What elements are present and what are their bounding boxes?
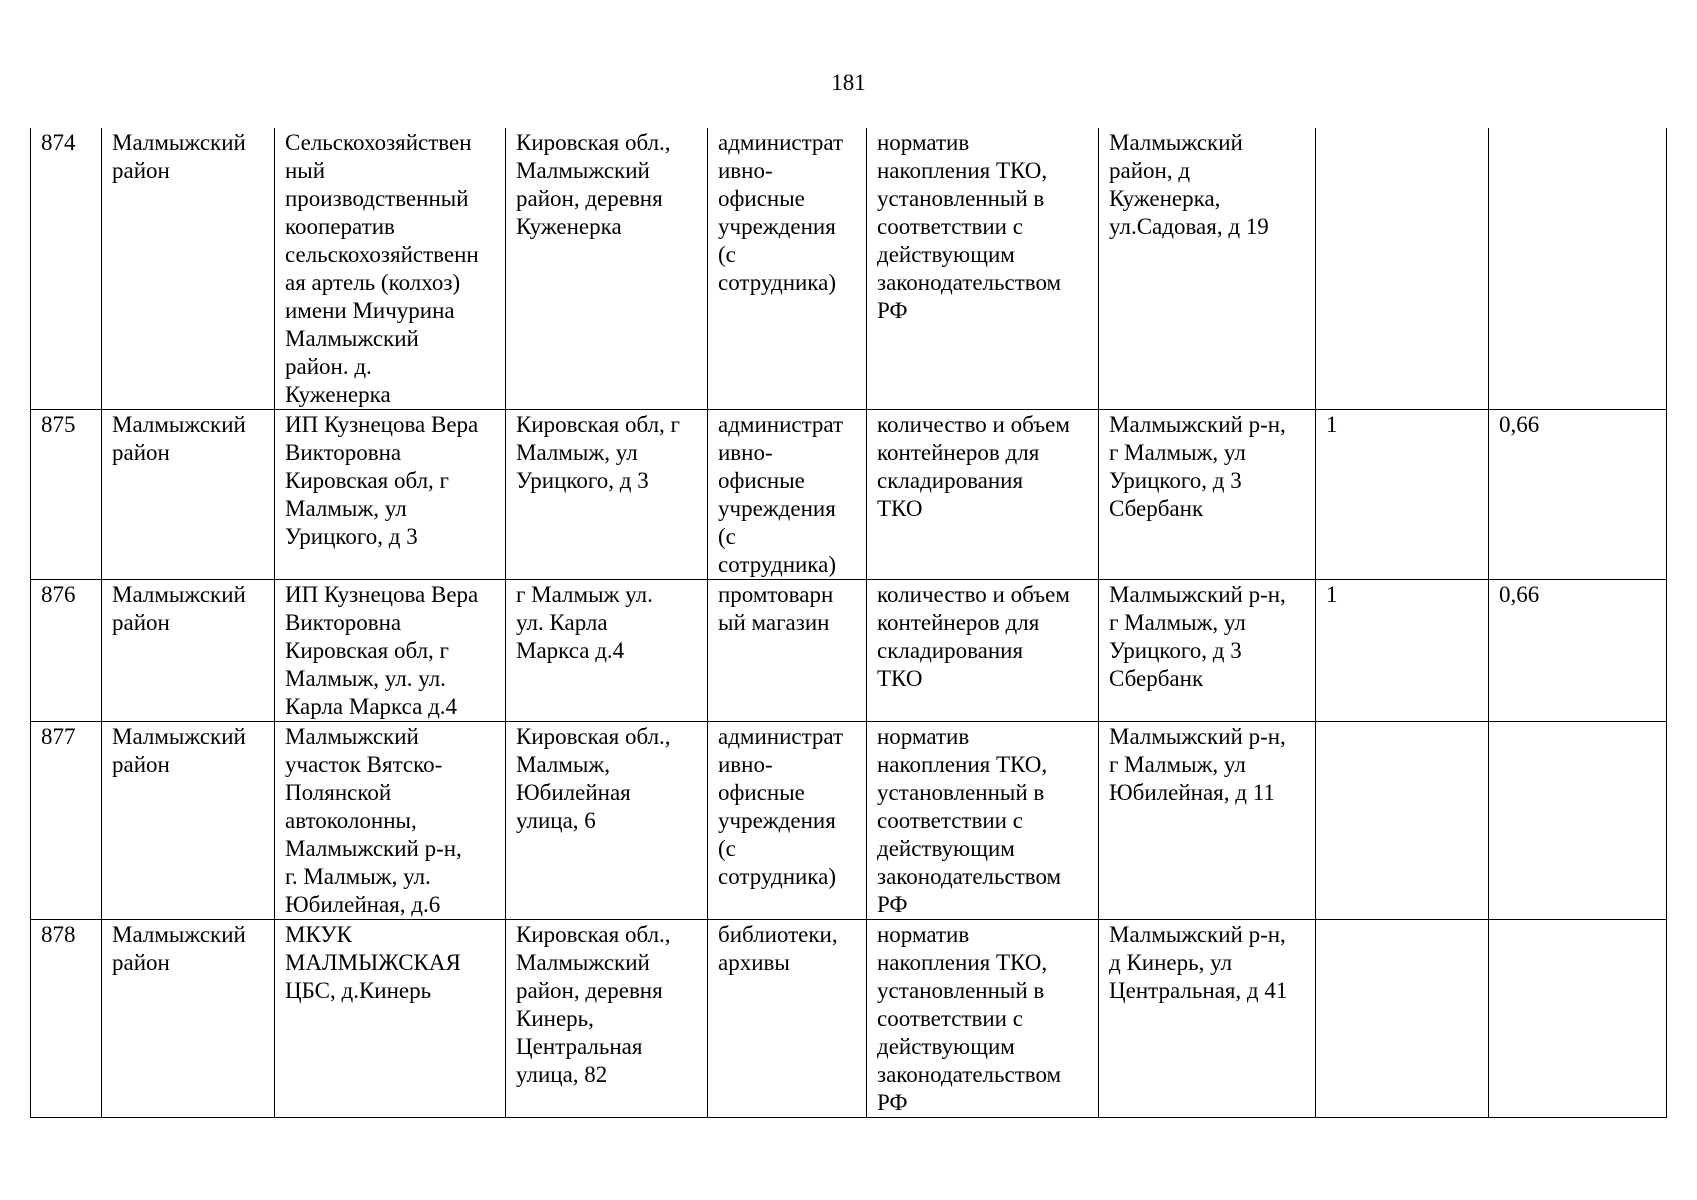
cell-text-line: Малмыжский [285,326,419,351]
cell-text-line: администрат [718,130,844,155]
cell-text-line: администрат [718,412,844,437]
cell-text-line: Урицкого, д 3 [285,524,418,549]
cell-text-line: Викторовна [285,610,402,635]
cell-text-line: Малмыжский [1109,130,1243,155]
cell-text-line: г Малмыж, ул [1109,440,1246,465]
cell-text-line: район [112,158,170,183]
accumulation-method-cell [867,580,1099,722]
cell-text-line: офисные [718,186,805,211]
district-cell [102,580,275,722]
cell-text-line: действующим [877,242,1015,267]
cell-text-line: г Малмыж, ул [1109,610,1246,635]
address-cell [506,128,708,410]
cell-text-line: Урицкого, д 3 [516,468,649,493]
cell-text-line: Кировская обл, г [285,468,449,493]
table-row [31,722,1667,920]
cell-text-line: учреждения [718,214,836,239]
cell-text-line: Малмыжский [516,950,650,975]
cell-text-line: г. Малмыж, ул. [285,864,431,889]
cell-text-line: район. д. [285,354,372,379]
cell-text-line: установленный в [877,186,1045,211]
table-row [31,128,1667,410]
address-cell [506,580,708,722]
category-cell [708,580,867,722]
cell-text-line: г Малмыж ул. [516,582,653,607]
cell-text-line: Кинерь, [516,1006,594,1031]
cell-text-line: г Малмыж, ул [1109,752,1246,777]
cell-text-line: Малмыжский р-н, [285,836,462,861]
page-number: 181 [831,70,866,95]
waste-sites-table [30,128,1667,1118]
row-number-cell: 874 [31,128,102,410]
cell-text-line: ул.Садовая, д 19 [1109,214,1269,239]
cell-text-line: Малмыжский [112,724,246,749]
cell-text-line: Малмыжский р-н, [1109,724,1286,749]
cell-text-line: ивно- [718,752,773,777]
organization-cell [275,580,506,722]
cell-text-line: законодательством [877,1062,1062,1087]
container-count-cell: 1 [1316,580,1489,722]
address-cell [506,722,708,920]
category-cell [708,410,867,580]
cell-text-line: ивно- [718,440,773,465]
row-number-cell: 878 [31,920,102,1118]
container-volume-cell: 0,66 [1489,580,1667,722]
district-cell [102,128,275,410]
cell-text-line: установленный в [877,978,1045,1003]
cell-text-line: улица, 82 [516,1062,608,1087]
cell-text-line: Карла Маркса д.4 [285,694,458,719]
cell-text-line: Центральная, д 41 [1109,978,1288,1003]
table-row [31,580,1667,722]
category-cell [708,920,867,1118]
cell-text-line: Кировская обл., [516,724,671,749]
cell-text-line: администрат [718,724,844,749]
cell-text-line: (с [718,242,736,267]
address-cell [506,410,708,580]
accumulation-method-cell [867,128,1099,410]
cell-text-line: ая артель (колхоз) [285,270,461,295]
organization-cell [275,410,506,580]
cell-text-line: автоколонны, [285,808,417,833]
cell-text-line: офисные [718,780,805,805]
cell-text-line: Малмыж, ул [285,496,407,521]
cell-text-line: контейнеров для [877,440,1040,465]
cell-text-line: норматив [877,922,970,947]
cell-text-line: сельскохозяйственн [285,242,479,267]
cell-text-line: норматив [877,724,970,749]
container-site-cell [1099,128,1316,410]
cell-text-line: (с [718,836,736,861]
cell-text-line: накопления ТКО, [877,158,1048,183]
cell-text-line: Малмыжский [112,412,246,437]
table-row [31,920,1667,1118]
cell-text-line: количество и объем [877,582,1070,607]
cell-text-line: учреждения [718,496,836,521]
cell-text-line: ТКО [877,496,923,521]
cell-text-line: офисные [718,468,805,493]
cell-text-line: Куженерка [516,214,622,239]
cell-text-line: накопления ТКО, [877,752,1048,777]
cell-text-line: район, д [1109,158,1191,183]
cell-text-line: установленный в [877,780,1045,805]
cell-text-line: Куженерка [285,382,391,407]
row-number-cell: 877 [31,722,102,920]
cell-text-line: Викторовна [285,440,402,465]
cell-text-line: Кировская обл., [516,130,671,155]
cell-text-line: количество и объем [877,412,1070,437]
cell-text-line: ный [285,158,326,183]
cell-text-line: Урицкого, д 3 [1109,468,1242,493]
container-site-cell [1099,920,1316,1118]
cell-text-line: ИП Кузнецова Вера [285,412,479,437]
category-cell [708,128,867,410]
accumulation-method-cell [867,920,1099,1118]
cell-text-line: Малмыжский р-н, [1109,412,1286,437]
organization-cell [275,722,506,920]
cell-text-line: Сбербанк [1109,496,1204,521]
cell-text-line: учреждения [718,808,836,833]
cell-text-line: д Кинерь, ул [1109,950,1233,975]
cell-text-line: Юбилейная [516,780,631,805]
cell-text-line: Малмыж, ул. ул. [285,666,446,691]
cell-text-line: Юбилейная, д.6 [285,892,441,917]
cell-text-line: ивно- [718,158,773,183]
cell-text-line: кооператив [285,214,395,239]
cell-text-line: действующим [877,836,1015,861]
cell-text-line: законодательством [877,270,1062,295]
cell-text-line: РФ [877,1090,908,1115]
container-volume-cell [1489,128,1667,410]
cell-text-line: район [112,610,170,635]
cell-text-line: Центральная [516,1034,643,1059]
table-row [31,410,1667,580]
cell-text-line: ТКО [877,666,923,691]
cell-text-line: ИП Кузнецова Вера [285,582,479,607]
cell-text-line: имени Мичурина [285,298,455,323]
container-site-cell [1099,580,1316,722]
cell-text-line: МАЛМЫЖСКАЯ [285,950,461,975]
cell-text-line: Малмыж, [516,752,610,777]
cell-text-line: Юбилейная, д 11 [1109,780,1275,805]
cell-text-line: Маркса д.4 [516,638,625,663]
organization-cell [275,128,506,410]
cell-text-line: складирования [877,638,1024,663]
container-count-cell [1316,722,1489,920]
table-body [31,128,1667,1118]
cell-text-line: Кировская обл, г [285,638,449,663]
address-cell [506,920,708,1118]
row-number-cell: 876 [31,580,102,722]
container-count-cell [1316,920,1489,1118]
cell-text-line: соответствии с [877,214,1023,239]
cell-text-line: Кировская обл., [516,922,671,947]
accumulation-method-cell [867,410,1099,580]
cell-text-line: район [112,752,170,777]
cell-text-line: ЦБС, д.Кинерь [285,978,432,1003]
container-volume-cell [1489,920,1667,1118]
cell-text-line: Малмыжский [112,130,246,155]
container-volume-cell [1489,722,1667,920]
cell-text-line: архивы [718,950,790,975]
cell-text-line: район, деревня [516,978,663,1003]
cell-text-line: складирования [877,468,1024,493]
cell-text-line: промтоварн [718,582,834,607]
cell-text-line: район [112,950,170,975]
cell-text-line: библиотеки, [718,922,838,947]
category-cell [708,722,867,920]
district-cell [102,920,275,1118]
cell-text-line: (с [718,524,736,549]
cell-text-line: Сбербанк [1109,666,1204,691]
container-site-cell [1099,410,1316,580]
cell-text-line: контейнеров для [877,610,1040,635]
accumulation-method-cell [867,722,1099,920]
cell-text-line: действующим [877,1034,1015,1059]
row-number-cell: 875 [31,410,102,580]
district-cell [102,410,275,580]
cell-text-line: ый магазин [718,610,830,635]
cell-text-line: Малмыжский [516,158,650,183]
cell-text-line: Сельскохозяйствен [285,130,472,155]
cell-text-line: сотрудника) [718,270,836,295]
cell-text-line: норматив [877,130,970,155]
district-cell [102,722,275,920]
cell-text-line: район, деревня [516,186,663,211]
organization-cell [275,920,506,1118]
cell-text-line: ул. Карла [516,610,608,635]
cell-text-line: Полянской [285,780,392,805]
cell-text-line: сотрудника) [718,552,836,577]
container-count-cell: 1 [1316,410,1489,580]
cell-text-line: Куженерка, [1109,186,1221,211]
container-site-cell [1099,722,1316,920]
cell-text-line: сотрудника) [718,864,836,889]
cell-text-line: Малмыжский [112,582,246,607]
cell-text-line: Кировская обл, г [516,412,680,437]
cell-text-line: законодательством [877,864,1062,889]
cell-text-line: Малмыжский [285,724,419,749]
cell-text-line: Малмыжский р-н, [1109,582,1286,607]
cell-text-line: производственный [285,186,469,211]
cell-text-line: РФ [877,298,908,323]
cell-text-line: накопления ТКО, [877,950,1048,975]
cell-text-line: Малмыжский [112,922,246,947]
cell-text-line: Малмыж, ул [516,440,638,465]
cell-text-line: район [112,440,170,465]
cell-text-line: Урицкого, д 3 [1109,638,1242,663]
cell-text-line: улица, 6 [516,808,596,833]
cell-text-line: Малмыжский р-н, [1109,922,1286,947]
cell-text-line: соответствии с [877,808,1023,833]
cell-text-line: участок Вятско- [285,752,443,777]
cell-text-line: РФ [877,892,908,917]
cell-text-line: соответствии с [877,1006,1023,1031]
container-count-cell [1316,128,1489,410]
container-volume-cell: 0,66 [1489,410,1667,580]
cell-text-line: МКУК [285,922,352,947]
